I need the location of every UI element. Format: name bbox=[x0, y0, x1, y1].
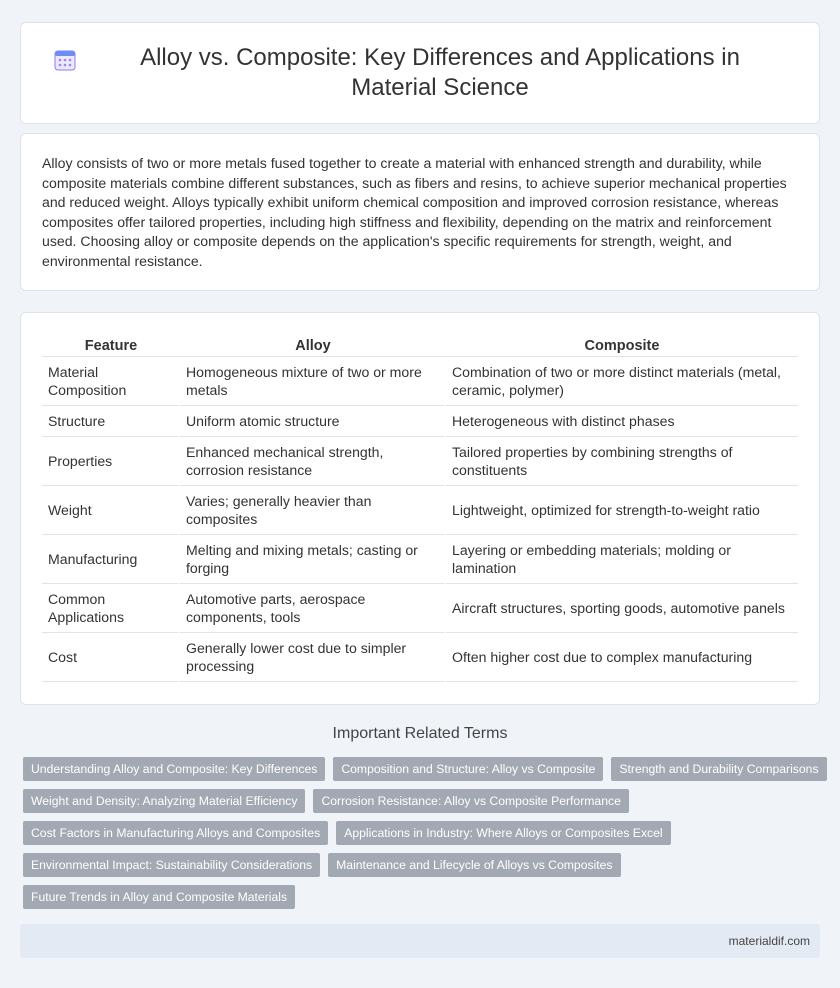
intro-paragraph: Alloy consists of two or more metals fused together to create a material with enhanced strength and durability, while composite materials combine different substances, such as fibers and resins, to achieve superior mechanical properties and reduced weight. Alloys typically exhibit uniform chemical composition and improved corrosion resistance, whereas composites offer tailored properties, including high stiffness and flexibility, depending on the matrix and reinforcement used. Choosing alloy or composite depends on the application's specific requirements for strength, weight, and environmental resistance. bbox=[42, 155, 787, 269]
cell-alloy: Homogeneous mixture of two or more metals bbox=[180, 357, 446, 406]
intro-card bbox=[20, 133, 820, 291]
table-row bbox=[42, 486, 798, 535]
header-card bbox=[20, 22, 820, 124]
table-row bbox=[42, 406, 798, 437]
cell-composite: Often higher cost due to complex manufacturing bbox=[446, 633, 798, 682]
related-term-tag[interactable]: Applications in Industry: Where Alloys or Composites Excel bbox=[336, 821, 670, 845]
related-term-tag[interactable]: Future Trends in Alloy and Composite Materials bbox=[23, 885, 295, 909]
cell-alloy: Uniform atomic structure bbox=[180, 406, 446, 437]
cell-feature: Weight bbox=[42, 486, 180, 535]
table-row bbox=[42, 535, 798, 584]
table-header-row bbox=[42, 335, 798, 357]
related-term-tag[interactable]: Weight and Density: Analyzing Material Efficiency bbox=[23, 789, 305, 813]
cell-feature: Properties bbox=[42, 437, 180, 486]
table-row bbox=[42, 357, 798, 406]
table-row bbox=[42, 584, 798, 633]
related-term-tag[interactable]: Composition and Structure: Alloy vs Composite bbox=[333, 757, 603, 781]
related-term-tag[interactable]: Strength and Durability Comparisons bbox=[611, 757, 826, 781]
cell-composite: Heterogeneous with distinct phases bbox=[446, 406, 798, 437]
related-term-tag[interactable]: Corrosion Resistance: Alloy vs Composite Performance bbox=[313, 789, 628, 813]
cell-composite: Aircraft structures, sporting goods, automotive panels bbox=[446, 584, 798, 633]
cell-composite: Tailored properties by combining strengths of constituents bbox=[446, 437, 798, 486]
related-term-tag[interactable]: Understanding Alloy and Composite: Key Differences bbox=[23, 757, 325, 781]
footer bbox=[20, 924, 820, 958]
page-title: Alloy vs. Composite: Key Differences and Applications in Material Science bbox=[140, 44, 740, 101]
table-row bbox=[42, 633, 798, 682]
comparison-table bbox=[42, 335, 798, 682]
cell-feature: Common Applications bbox=[42, 584, 180, 633]
header-composite: Composite bbox=[446, 335, 798, 357]
cell-alloy: Automotive parts, aerospace components, tools bbox=[180, 584, 446, 633]
cell-feature: Material Composition bbox=[42, 357, 180, 406]
comparison-table-card bbox=[20, 312, 820, 705]
header-feature: Feature bbox=[42, 335, 180, 357]
cell-composite: Combination of two or more distinct materials (metal, ceramic, polymer) bbox=[446, 357, 798, 406]
cell-alloy: Melting and mixing metals; casting or forging bbox=[180, 535, 446, 584]
cell-alloy: Varies; generally heavier than composites bbox=[180, 486, 446, 535]
related-terms-list bbox=[23, 757, 823, 917]
related-term-tag[interactable]: Environmental Impact: Sustainability Considerations bbox=[23, 853, 320, 877]
table-row bbox=[42, 437, 798, 486]
related-term-tag[interactable]: Cost Factors in Manufacturing Alloys and Composites bbox=[23, 821, 328, 845]
cell-feature: Manufacturing bbox=[42, 535, 180, 584]
cell-feature: Cost bbox=[42, 633, 180, 682]
header-alloy: Alloy bbox=[180, 335, 446, 357]
related-terms-heading: Important Related Terms bbox=[332, 725, 508, 742]
cell-feature: Structure bbox=[42, 406, 180, 437]
cell-composite: Lightweight, optimized for strength-to-weight ratio bbox=[446, 486, 798, 535]
cell-composite: Layering or embedding materials; molding or lamination bbox=[446, 535, 798, 584]
related-term-tag[interactable]: Maintenance and Lifecycle of Alloys vs Composites bbox=[328, 853, 620, 877]
cell-alloy: Generally lower cost due to simpler processing bbox=[180, 633, 446, 682]
cell-alloy: Enhanced mechanical strength, corrosion resistance bbox=[180, 437, 446, 486]
footer-site-link[interactable]: materialdif.com bbox=[728, 934, 810, 948]
